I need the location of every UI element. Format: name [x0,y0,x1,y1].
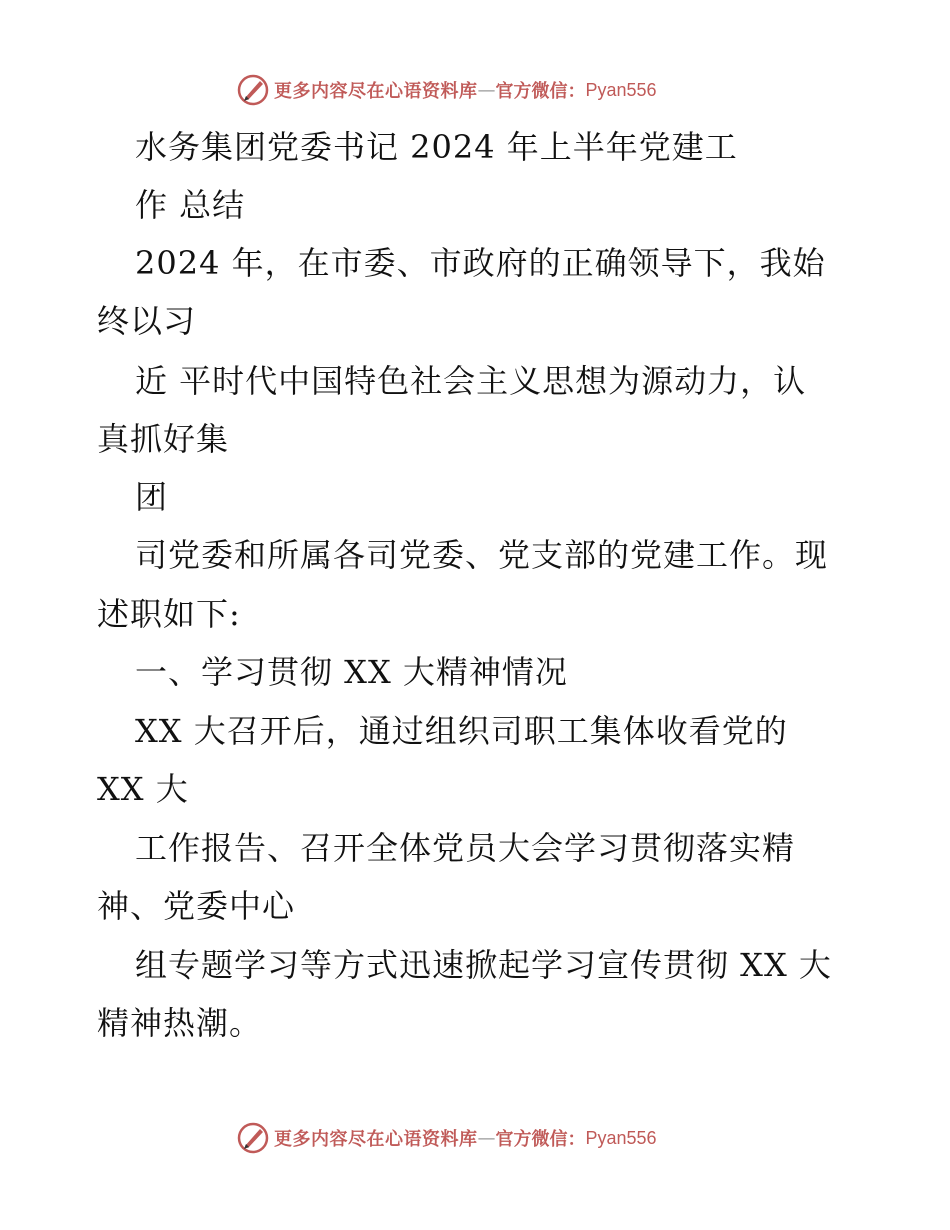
paragraph-line: 真抓好集 [97,420,230,458]
paragraph-line: 精神热潮。 [97,1004,263,1042]
document-title-line-2: 作 总结 [135,186,246,224]
paragraph-line: 组专题学习等方式迅速掀起学习宣传贯彻 XX 大 [135,946,832,984]
watermark-footer [236,1121,657,1155]
paragraph-line: 终以习 [97,302,197,340]
watermark-wechat-id: Pyan556 [585,1127,657,1148]
paragraph-line: XX 大召开后，通过组织司职工集体收看党的 [135,712,788,750]
watermark-main-text: 更多内容尽在心语资料库 [274,1129,478,1150]
paragraph-line: 述职如下: [97,595,241,633]
watermark-dash: — [477,79,496,101]
watermark-dash: — [477,1127,496,1149]
paragraph-line: 近 平时代中国特色社会主义思想为源动力，认 [135,362,807,400]
watermark-label: 官方微信： [495,81,586,102]
pen-quill-logo-icon [236,1121,270,1155]
document-title-line-1: 水务集团党委书记 2024 年上半年党建工 [135,128,738,166]
paragraph-line: 2024 年，在市委、市政府的正确领导下，我始 [135,244,826,282]
section-heading: 一、学习贯彻 XX 大精神情况 [135,653,568,691]
paragraph-line: 神、党委中心 [97,887,296,925]
paragraph-line: 团 [135,478,169,516]
watermark-main-text: 更多内容尽在心语资料库 [274,81,478,102]
watermark-wechat-id: Pyan556 [585,79,657,100]
paragraph-line: 司党委和所属各司党委、党支部的党建工作。现 [135,536,829,574]
paragraph-line: 工作报告、召开全体党员大会学习贯彻落实精 [135,829,796,867]
paragraph-line: XX 大 [97,770,189,808]
watermark-label: 官方微信： [495,1129,586,1150]
